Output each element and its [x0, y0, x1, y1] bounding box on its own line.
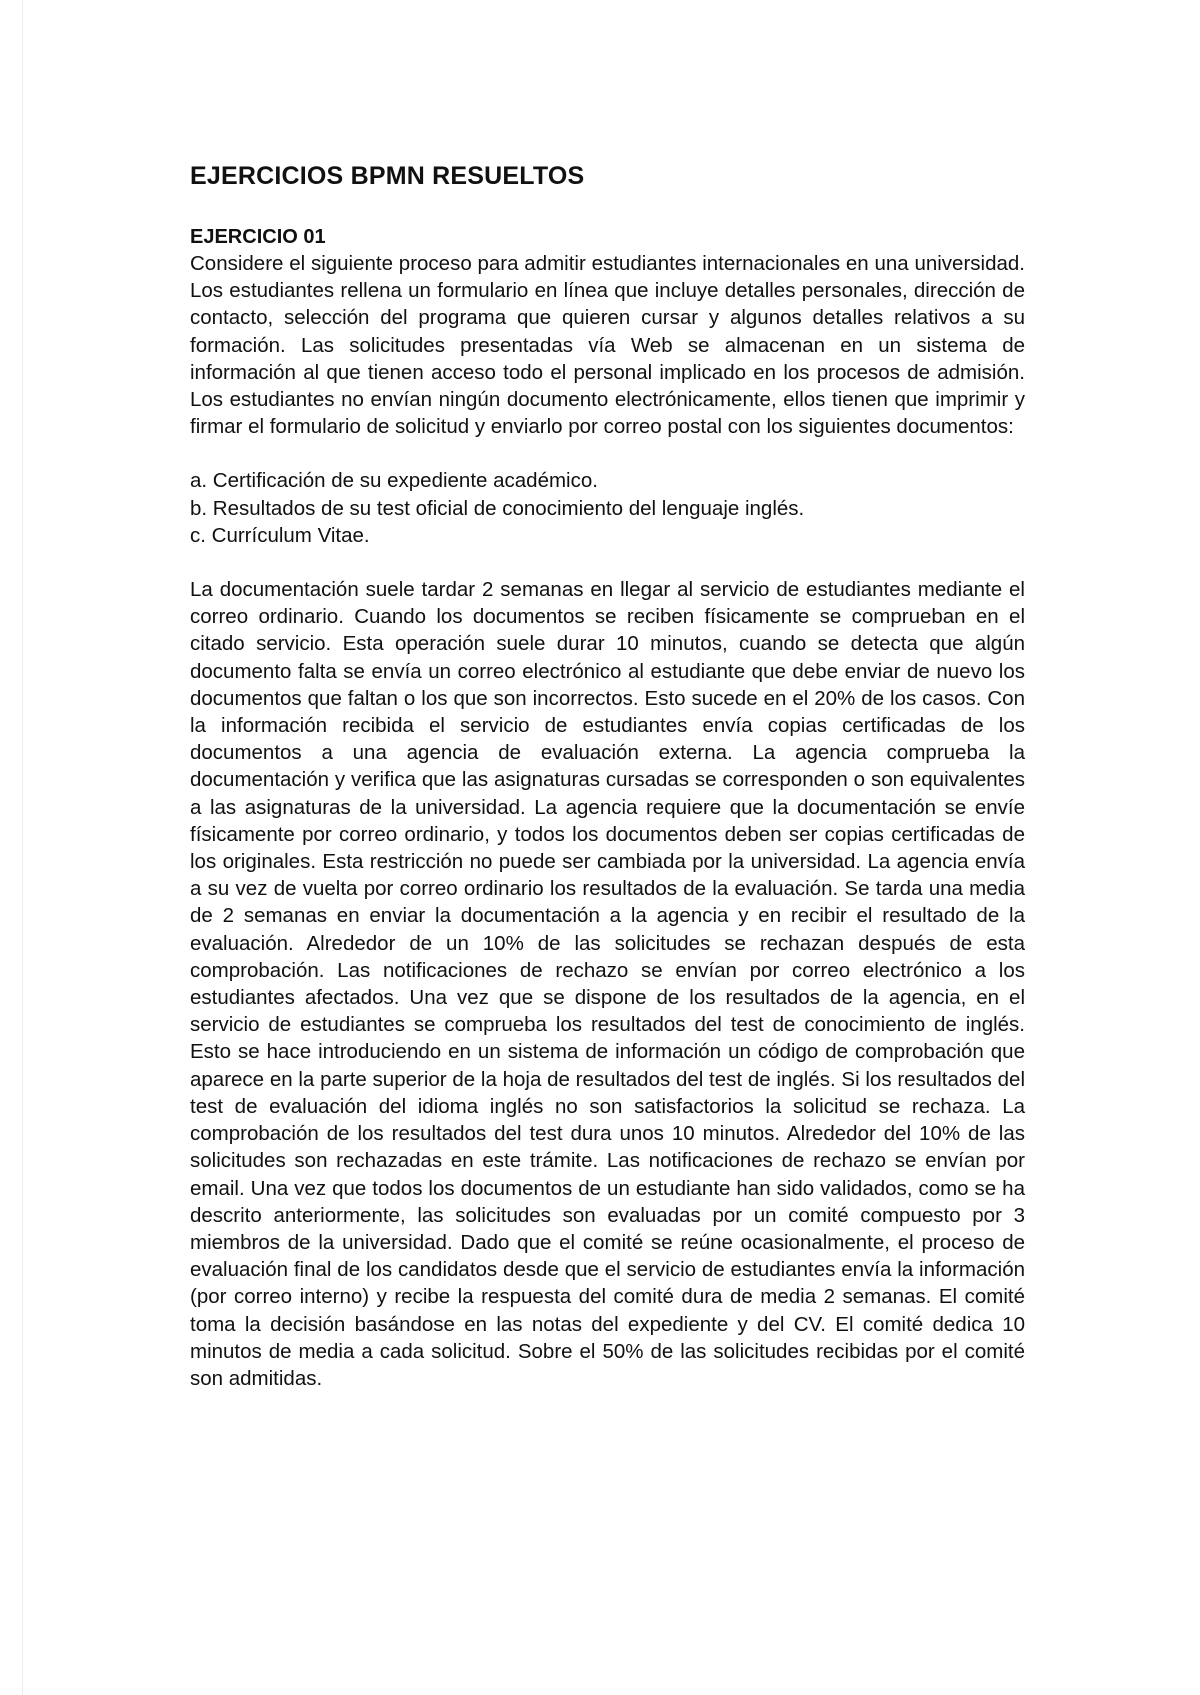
list-item: c. Currículum Vitae.	[190, 523, 370, 547]
required-documents-list	[190, 467, 1025, 549]
page-edge-divider	[22, 0, 23, 1695]
list-item: b. Resultados de su test oficial de conocimiento del lenguaje inglés.	[190, 496, 805, 520]
intro-paragraph: Considere el siguiente proceso para admitir estudiantes internacionales en una universidad. Los estudiantes rellena un formulario en línea que incluye detalles personales, dirección de contacto, selección del programa que quieren cursar y algunos detalles relativos a su formación. Las solicitudes presentadas vía Web se almacenan en un sistema de información al que tienen acceso todo el personal implicado en los procesos de admisión. Los estudiantes no envían ningún documento electrónicamente, ellos tienen que imprimir y firmar el formulario de solicitud y enviarlo por correo postal con los siguientes documentos:	[190, 252, 1025, 439]
document-title: EJERCICIOS BPMN RESUELTOS	[190, 162, 585, 190]
list-item: a. Certificación de su expediente académico.	[190, 469, 598, 493]
process-description-paragraph: La documentación suele tardar 2 semanas en llegar al servicio de estudiantes mediante el correo ordinario. Cuando los documentos se reciben físicamente se comprueban en el citado servicio. Esta operación suele durar 10 minutos, cuando se detecta que algún documento falta se envía un correo electrónico al estudiante que debe enviar de nuevo los documentos que faltan o los que son incorrectos. Esto sucede en el 20% de los casos. Con la información recibida el servicio de estudiantes envía copias certificadas de los documentos a una agencia de evaluación externa. La agencia comprueba la documentación y verifica que las asignaturas cursadas se corresponden o son equivalentes a las asignaturas de la universidad. La agencia requiere que la documentación se envíe físicamente por correo ordinario, y todos los documentos deben ser copias certificadas de los originales. Esta restricción no puede ser cambiada por la universidad. La agencia envía a su vez de vuelta por correo ordinario los resultados de la evaluación. Se tarda una media de 2 semanas en enviar la documentación a la agencia y en recibir el resultado de la evaluación. Alrededor de un 10% de las solicitudes se rechazan después de esta comprobación. Las notificaciones de rechazo se envían por correo electrónico a los estudiantes afectados. Una vez que se dispone de los resultados de la agencia, en el servicio de estudiantes se comprueba los resultados del test de conocimiento de inglés. Esto se hace introduciendo en un sistema de información un código de comprobación que aparece en la parte superior de la hoja de resultados del test de inglés. Si los resultados del test de evaluación del idioma inglés no son satisfactorios la solicitud se rechaza. La comprobación de los resultados del test dura unos 10 minutos. Alrededor del 10% de las solicitudes son rechazadas en este trámite. Las notificaciones de rechazo se envían por email. Una vez que todos los documentos de un estudiante han sido validados, como se ha descrito anteriormente, las solicitudes son evaluadas por un comité compuesto por 3 miembros de la universidad. Dado que el comité se reúne ocasionalmente, el proceso de evaluación final de los candidatos desde que el servicio de estudiantes envía la información (por correo interno) y recibe la respuesta del comité dura de media 2 semanas. El comité toma la decisión basándose en las notas del expediente y del CV. El comité dedica 10 minutos de media a cada solicitud. Sobre el 50% de las solicitudes recibidas por el comité son admitidas.	[190, 578, 1025, 1390]
document-body	[190, 160, 1025, 1392]
exercise-title: EJERCICIO 01	[190, 226, 326, 248]
